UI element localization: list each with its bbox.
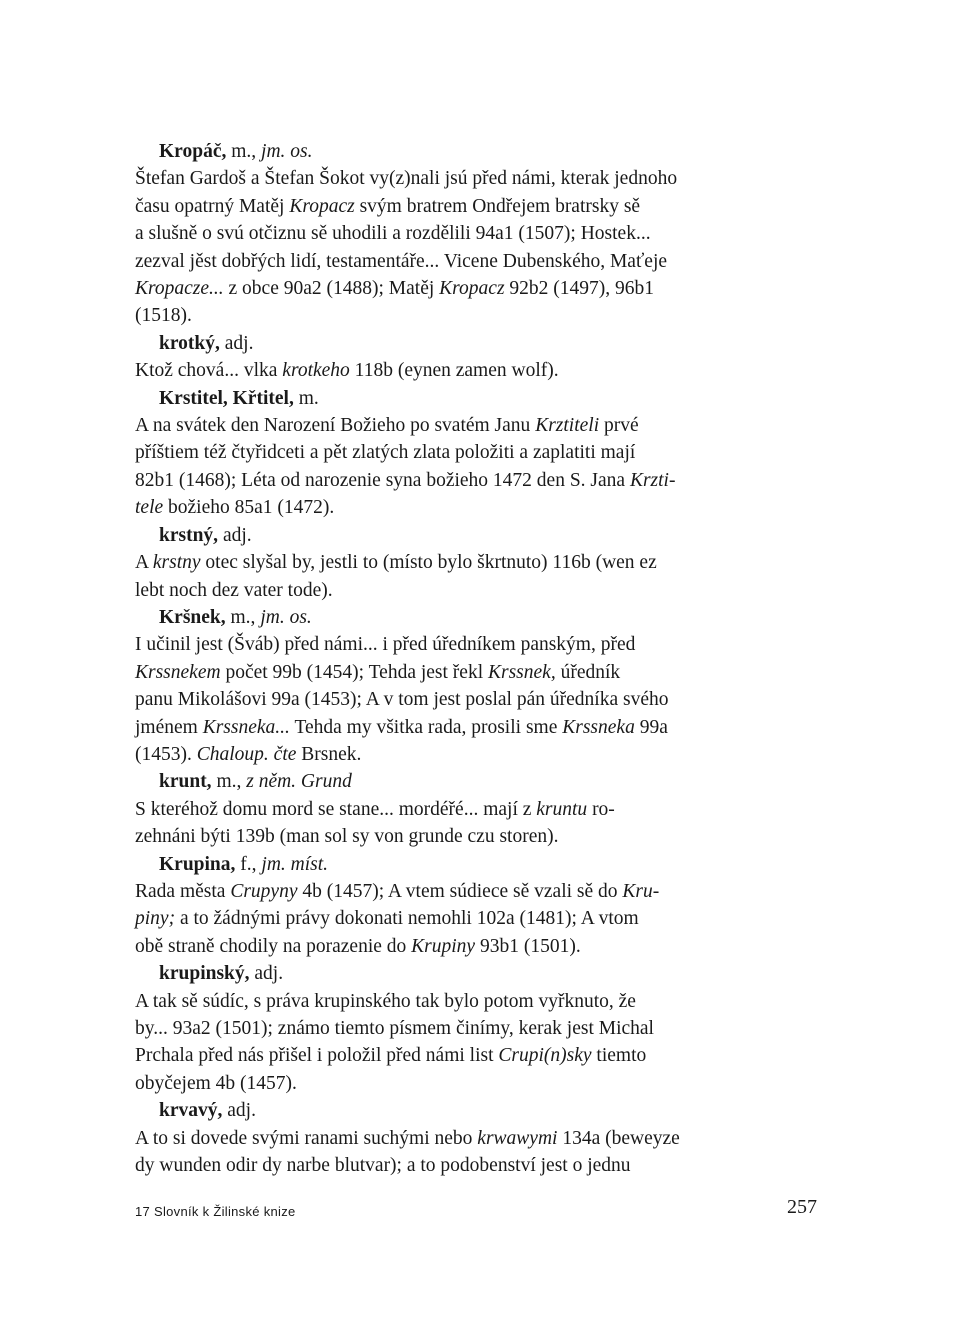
quotation-line [135, 439, 817, 466]
dictionary-entry [135, 604, 817, 768]
quote-text: božieho 85a1 (1472). [163, 497, 335, 519]
headword-lemma: Kropáč, [159, 141, 227, 162]
headword-lemma: krupinský, [159, 963, 250, 985]
italic-form: Krssneka... [202, 716, 290, 738]
italic-form: Krssneka [562, 716, 635, 738]
entry-headword [135, 1097, 817, 1124]
quote-text: A [135, 552, 153, 574]
quote-text: A to si dovede svými ranami suchými nebo [135, 1127, 478, 1149]
quotation-line [135, 686, 817, 713]
quote-text: dy wunden odir dy narbe blutvar); a to podobenství jest o jednu [135, 1155, 631, 1177]
headword-grammar: adj. [249, 963, 284, 985]
entry-headword [135, 604, 817, 631]
quote-text: (1453). [135, 743, 197, 765]
italic-form: krstny [152, 552, 201, 574]
dictionary-entry [135, 138, 817, 330]
quotation-line [135, 823, 817, 850]
quote-text: (1518). [135, 305, 192, 327]
italic-form: Krztiteli [535, 415, 600, 437]
quotation-line [135, 220, 817, 247]
quote-text: úředník [555, 661, 621, 683]
quote-text: zehnáni býti 139b (man sol sy von grunde czu storen). [135, 826, 559, 848]
entry-headword [135, 960, 817, 987]
headword-grammar-italic: jm. míst. [261, 853, 329, 875]
italic-form: Krzti- [629, 469, 676, 491]
quotation-line [135, 165, 817, 192]
quote-text: 92b2 (1497), 96b1 [504, 278, 655, 300]
quote-text: 118b (eynen zamen wolf). [349, 360, 559, 382]
page-number: 257 [787, 1196, 817, 1218]
italic-form: Crupi(n)sky [498, 1045, 592, 1067]
headword-grammar: adj. [219, 332, 254, 354]
italic-form: krotkeho [282, 360, 350, 382]
quotation-line [135, 1070, 817, 1097]
quote-text: 4b (1457); A vtem súdiece sě vzali sě do [297, 880, 623, 902]
dictionary-entry [135, 330, 817, 385]
quote-text: a to žádnými právy dokonati nemohli 102a (1481); A vtom [175, 908, 639, 930]
quotation-line [135, 467, 817, 494]
quotation-line [135, 878, 817, 905]
dictionary-entry [135, 768, 817, 850]
dictionary-entry [135, 385, 817, 522]
quote-text: času opatrný Matěj [135, 195, 290, 217]
quote-text: 99a [634, 716, 668, 738]
quote-text: počet 99b (1454); Tehda jest řekl [220, 661, 488, 683]
headword-lemma: krstný, [159, 524, 219, 546]
quote-text: A tak sě súdíc, s práva krupinského tak bylo potom vyřknuto, že [135, 990, 636, 1012]
quote-text: Tehda my všitka rada, prosili sme [289, 716, 563, 738]
entry-headword [135, 330, 817, 357]
quotation-line [135, 1152, 817, 1179]
headword-grammar: m., [225, 606, 261, 628]
quotation-line [135, 275, 817, 302]
quote-text: 82b1 (1468); Léta od narozenie syna božieho 1472 den S. Jana [135, 469, 630, 491]
headword-grammar: m. [293, 387, 319, 409]
headword-lemma: Krupina, [159, 853, 236, 875]
quotation-line [135, 1125, 817, 1152]
italic-form: Kru- [622, 880, 660, 902]
quote-text: Rada města [135, 880, 231, 902]
quote-text: tiemto [591, 1045, 647, 1067]
quotation-line [135, 549, 817, 576]
quote-text: Štefan Gardoš a Štefan Šokot vy(z)nali jsú před námi, kterak jednoho [135, 168, 678, 190]
italic-form: krwawymi [477, 1127, 558, 1149]
quote-text: otec slyšal by, jestli to (místo bylo škrtnuto) 116b (wen ez [200, 552, 657, 574]
quotation-line [135, 248, 817, 275]
headword-grammar: m., [226, 141, 262, 162]
quotation-line [135, 933, 817, 960]
quotation-line [135, 193, 817, 220]
quote-text: by... 93a2 (1501); známo tiemto písmem činímy, kerak jest Michal [135, 1018, 654, 1039]
quote-text: z obce 90a2 (1488); Matěj [223, 278, 440, 300]
quote-text: obě straně chodily na porazenie do [135, 935, 412, 957]
quote-text: 93b1 (1501). [475, 935, 581, 957]
quote-text: svým bratrem Ondřejem bratrsky sě [354, 195, 641, 217]
headword-lemma: krotký, [159, 332, 220, 354]
italic-form: piny; [135, 908, 176, 930]
dictionary-entries [135, 138, 817, 1179]
page-footer [135, 1196, 817, 1226]
entry-headword [135, 138, 817, 165]
quotation-line [135, 577, 817, 604]
entry-headword [135, 768, 817, 795]
quote-text: jménem [135, 716, 203, 738]
quotation-line [135, 412, 817, 439]
italic-form: tele [135, 497, 164, 519]
headword-grammar-italic: jm. os. [260, 606, 312, 628]
italic-form: kruntu [536, 798, 588, 820]
quote-text: ro- [587, 798, 615, 820]
italic-form: Krupiny [411, 935, 476, 957]
quote-text: S kteréhož domu mord se stane... mordéřé... mají z [135, 798, 537, 820]
headword-grammar-italic: z něm. Grund [246, 771, 352, 793]
italic-form: Krssnek, [488, 661, 556, 683]
quote-text: 134a (beweyze [557, 1127, 680, 1149]
quote-text: prvé [599, 415, 639, 437]
headword-grammar: adj. [218, 524, 252, 546]
dictionary-entry [135, 851, 817, 961]
italic-form: Kropacz [439, 278, 505, 300]
quote-text: Prchala před nás přišel i položil před námi list [135, 1045, 499, 1067]
quotation-line [135, 1015, 817, 1042]
dictionary-entry [135, 1097, 817, 1179]
quote-text: Ktož chová... vlka [135, 360, 283, 382]
quotation-line [135, 631, 817, 658]
entry-headword [135, 851, 817, 878]
headword-grammar: adj. [222, 1100, 256, 1122]
headword-lemma: Krstitel, Křtitel, [159, 387, 294, 409]
italic-form: Krssnekem [135, 661, 221, 683]
quote-text: I učinil jest (Šváb) před námi... i před úředníkem panským, před [135, 634, 636, 656]
quotation-line [135, 741, 817, 768]
quotation-line [135, 1042, 817, 1069]
quotation-line [135, 357, 817, 384]
headword-lemma: krvavý, [159, 1100, 223, 1122]
printer-signature: 17 Slovník k Žilinské knize [135, 1204, 296, 1219]
quotation-line [135, 659, 817, 686]
quotation-line [135, 714, 817, 741]
italic-form: Kropacz [289, 195, 355, 217]
quote-text: A na svátek den Narození Božieho po svatém Janu [135, 415, 536, 437]
quotation-line [135, 494, 817, 521]
headword-grammar: m., [211, 771, 247, 793]
italic-form: Chaloup. čte [196, 743, 297, 765]
quote-text: Brsnek. [296, 743, 362, 765]
quote-text: zezval jěst dobřých lidí, testamentáře... Vicene Dubenského, Maťeje [135, 250, 668, 272]
quote-text: lebt noch dez vater tode). [135, 579, 333, 601]
quotation-line [135, 905, 817, 932]
quote-text: a slušně o svú otčiznu sě uhodili a rozdělili 94a1 (1507); Hostek... [135, 223, 651, 245]
headword-grammar-italic: jm. os. [261, 141, 313, 162]
quote-text: příštiem též čtyřidceti a pět zlatých zlata položiti a zaplatiti mají [135, 442, 636, 464]
entry-headword [135, 522, 817, 549]
quotation-line [135, 988, 817, 1015]
italic-form: Crupyny [230, 880, 298, 902]
headword-grammar: f., [235, 853, 262, 875]
entry-headword [135, 385, 817, 412]
headword-lemma: krunt, [159, 771, 212, 793]
quotation-line [135, 796, 817, 823]
quote-text: panu Mikolášovi 99a (1453); A v tom jest poslal pán úředníka svého [135, 689, 669, 711]
headword-lemma: Kršnek, [159, 606, 226, 628]
dictionary-entry [135, 960, 817, 1097]
quotation-line [135, 302, 817, 329]
quote-text: obyčejem 4b (1457). [135, 1072, 297, 1094]
dictionary-entry [135, 522, 817, 604]
italic-form: Kropacze... [135, 278, 224, 300]
